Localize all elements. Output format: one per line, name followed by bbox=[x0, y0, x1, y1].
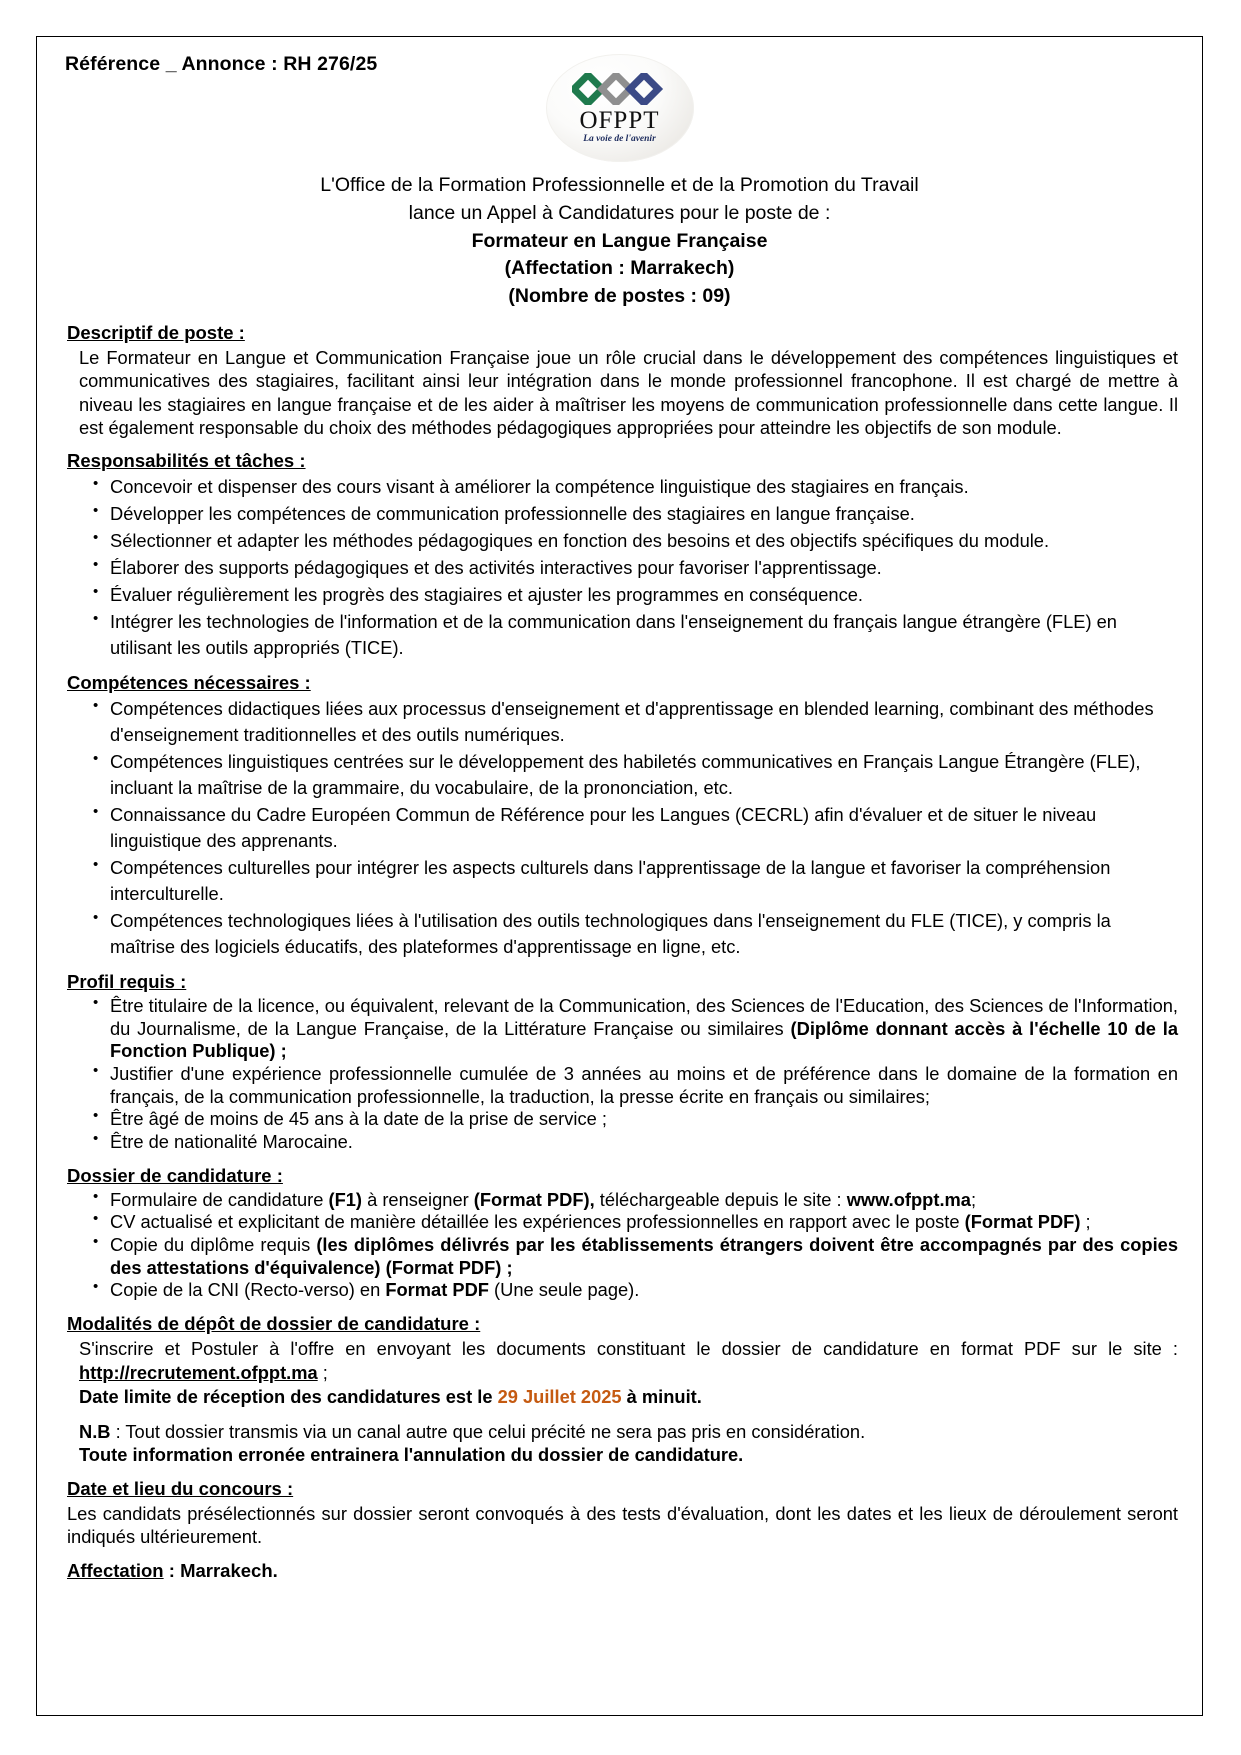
logo-wordmark: OFPPT bbox=[579, 106, 660, 134]
modalites-text: S'inscrire et Postuler à l'offre en envoyant les documents constituant le dossier de candidature en format PDF sur le site : bbox=[79, 1338, 1178, 1360]
section-heading-dossier: Dossier de candidature : bbox=[67, 1164, 283, 1186]
list-item: • Justifier d'une expérience professionnelle cumulée de 3 années au moins et de préférence dans le domaine de la formation en français, de la communication professionnelle, la traduction, la presse écrite en français ou similaires; bbox=[93, 1063, 1178, 1108]
deadline-label: Date limite de réception des candidatures est le bbox=[79, 1385, 498, 1407]
list-item: • Compétences linguistiques centrées sur le développement des habiletés communicatives en Français Langue Étrangère (FLE), incluant la maîtrise de la grammaire, du vocabulaire, de la prononciation, etc. bbox=[93, 749, 1178, 801]
nb-warning bbox=[79, 1443, 1178, 1467]
list-item: • Concevoir et dispenser des cours visant à améliorer la compétence linguistique des stagiaires en français. bbox=[93, 474, 1178, 500]
list-item bbox=[93, 1234, 1178, 1279]
section-heading-responsabilites: Responsabilités et tâches : bbox=[67, 450, 306, 472]
affectation-final bbox=[67, 1560, 1180, 1582]
list-item: • Sélectionner et adapter les méthodes pédagogiques en fonction des besoins et des objectifs spécifiques du module. bbox=[93, 528, 1178, 554]
list-item: • Compétences didactiques liées aux processus d'enseignement et d'apprentissage en blended learning, combinant des méthodes d'enseignement traditionnelles et des outils numériques. bbox=[93, 696, 1178, 748]
list-item bbox=[93, 1189, 1178, 1212]
competences-list bbox=[59, 696, 1180, 960]
title-block bbox=[59, 172, 1180, 310]
section-heading-competences: Compétences nécessaires : bbox=[67, 672, 311, 694]
deadline-line bbox=[79, 1385, 1178, 1409]
concours-text: Les candidats présélectionnés sur dossier seront convoqués à des tests d'évaluation, dont les dates et les lieux de déroulement seront indiqués ultérieurement. bbox=[67, 1503, 1178, 1548]
section-heading-profil: Profil requis : bbox=[67, 970, 187, 992]
list-item: • Compétences culturelles pour intégrer les aspects culturels dans l'apprentissage de la langue et favoriser la compréhension interculturelle. bbox=[93, 855, 1178, 907]
dossier-item4-a: Copie de la CNI (Recto-verso) en bbox=[110, 1279, 386, 1301]
dossier-item3-bold: (les diplômes délivrés par les établissements étrangers doivent être accompagnés par des copies des attestations d'équivalence) (Format PDF) ; bbox=[110, 1234, 1178, 1278]
descriptif-text: Le Formateur en Langue et Communication Française joue un rôle crucial dans le développement des compétences linguistiques et communicatives des stagiaires, facilitant ainsi leur intégration dans le monde professionnel francophone. Il est chargé de mettre à niveau les stagiaires en langue française et de les aider à maîtriser les moyens de communication professionnelle dans cette langue. Il est également responsable du choix des méthodes pédagogiques appropriées pour atteindre les objectifs de son module. bbox=[79, 346, 1178, 439]
dossier-item1-c: à renseigner bbox=[362, 1188, 474, 1210]
call-line: lance un Appel à Candidatures pour le poste de : bbox=[408, 202, 831, 225]
dossier-item1-g: ; bbox=[970, 1188, 977, 1210]
ofppt-logo bbox=[546, 54, 694, 162]
logo-tagline: La voie de l'avenir bbox=[583, 133, 656, 144]
list-item: • Être de nationalité Marocaine. bbox=[93, 1131, 1178, 1154]
profil-list bbox=[59, 995, 1180, 1154]
list-item: • Compétences technologiques liées à l'utilisation des outils technologiques dans l'enseignement du FLE (TICE), y compris la maîtrise des logiciels éducatifs, des plateformes d'apprentissage en ligne, etc. bbox=[93, 908, 1178, 960]
reference-line: Référence _ Annonce : RH 276/25 bbox=[65, 53, 378, 75]
list-item bbox=[93, 1279, 1178, 1302]
list-item: • Élaborer des supports pédagogiques et des activités interactives pour favoriser l'apprentissage. bbox=[93, 555, 1178, 581]
dossier-item4-c: (Une seule page). bbox=[488, 1279, 640, 1301]
list-item: • Intégrer les technologies de l'information et de la communication dans l'enseignement du français langue étrangère (FLE) en utilisant les outils appropriés (TICE). bbox=[93, 609, 1178, 661]
dossier-item2-a: CV actualisé et explicitant de manière détaillée les expériences professionnelles en rapport avec le poste bbox=[110, 1211, 965, 1233]
org-name-line: L'Office de la Formation Professionnelle et de la Promotion du Travail bbox=[320, 174, 919, 197]
dossier-list bbox=[59, 1189, 1180, 1302]
deadline-suffix: à minuit. bbox=[621, 1385, 702, 1407]
affectation-value: : Marrakech. bbox=[163, 1559, 278, 1581]
nb-label: N.B bbox=[79, 1420, 111, 1442]
nb-warning-text: Toute information erronée entrainera l'annulation du dossier de candidature. bbox=[79, 1444, 744, 1466]
job-vacancies: (Nombre de postes : 09) bbox=[508, 285, 731, 308]
dossier-item1-e: téléchargeable depuis le site : bbox=[594, 1188, 847, 1210]
dossier-item2-c: ; bbox=[1080, 1211, 1091, 1233]
profil-item1-bold: (Diplôme donnant accès à l'échelle 10 de la Fonction Publique) ; bbox=[110, 1017, 1178, 1062]
section-heading-concours: Date et lieu du concours : bbox=[67, 1478, 294, 1500]
section-heading-descriptif: Descriptif de poste : bbox=[67, 321, 245, 343]
nb-text: : Tout dossier transmis via un canal autre que celui précité ne sera pas pris en considération. bbox=[110, 1420, 866, 1442]
list-item: • Développer les compétences de communication professionnelle des stagiaires en langue française. bbox=[93, 501, 1178, 527]
deadline-date: 29 Juillet 2025 bbox=[497, 1385, 622, 1407]
dossier-item4-format: Format PDF bbox=[385, 1279, 489, 1301]
list-item: • Être âgé de moins de 45 ans à la date de la prise de service ; bbox=[93, 1108, 1178, 1131]
announcement-sheet bbox=[36, 36, 1203, 1716]
dossier-website[interactable]: www.ofppt.ma bbox=[846, 1188, 971, 1210]
dossier-item3-a: Copie du diplôme requis bbox=[110, 1234, 317, 1256]
job-title: Formateur en Langue Française bbox=[471, 229, 768, 252]
list-item: • Connaissance du Cadre Européen Commun de Référence pour les Langues (CECRL) afin d'évaluer et de situer le niveau linguistique des apprenants. bbox=[93, 802, 1178, 854]
list-item bbox=[93, 995, 1178, 1063]
modalites-line1 bbox=[79, 1337, 1178, 1385]
job-location: (Affectation : Marrakech) bbox=[504, 257, 735, 280]
logo-diamonds-icon bbox=[572, 73, 668, 105]
list-item bbox=[93, 1211, 1178, 1234]
dossier-item1-format: (Format PDF), bbox=[473, 1188, 595, 1210]
nb-line bbox=[79, 1420, 1178, 1444]
modalites-url-suffix: ; bbox=[317, 1361, 328, 1383]
dossier-item1-f1: (F1) bbox=[328, 1188, 362, 1210]
affectation-label: Affectation bbox=[67, 1559, 164, 1581]
dossier-item2-format: (Format PDF) bbox=[964, 1211, 1081, 1233]
list-item: • Évaluer régulièrement les progrès des stagiaires et ajuster les programmes en conséquence. bbox=[93, 582, 1178, 608]
section-heading-modalites: Modalités de dépôt de dossier de candidature : bbox=[67, 1313, 481, 1335]
profil-item1-text: Être titulaire de la licence, ou équivalent, relevant de la Communication, des Sciences de l'Education, des Sciences de l'Information, du Journalisme, de la Langue Française, de la Littérature Française ou similaires bbox=[110, 994, 1178, 1039]
dossier-item1-a: Formulaire de candidature bbox=[110, 1188, 329, 1210]
responsabilites-list bbox=[59, 474, 1180, 661]
recruitment-url[interactable]: http://recrutement.ofppt.ma bbox=[79, 1361, 318, 1383]
